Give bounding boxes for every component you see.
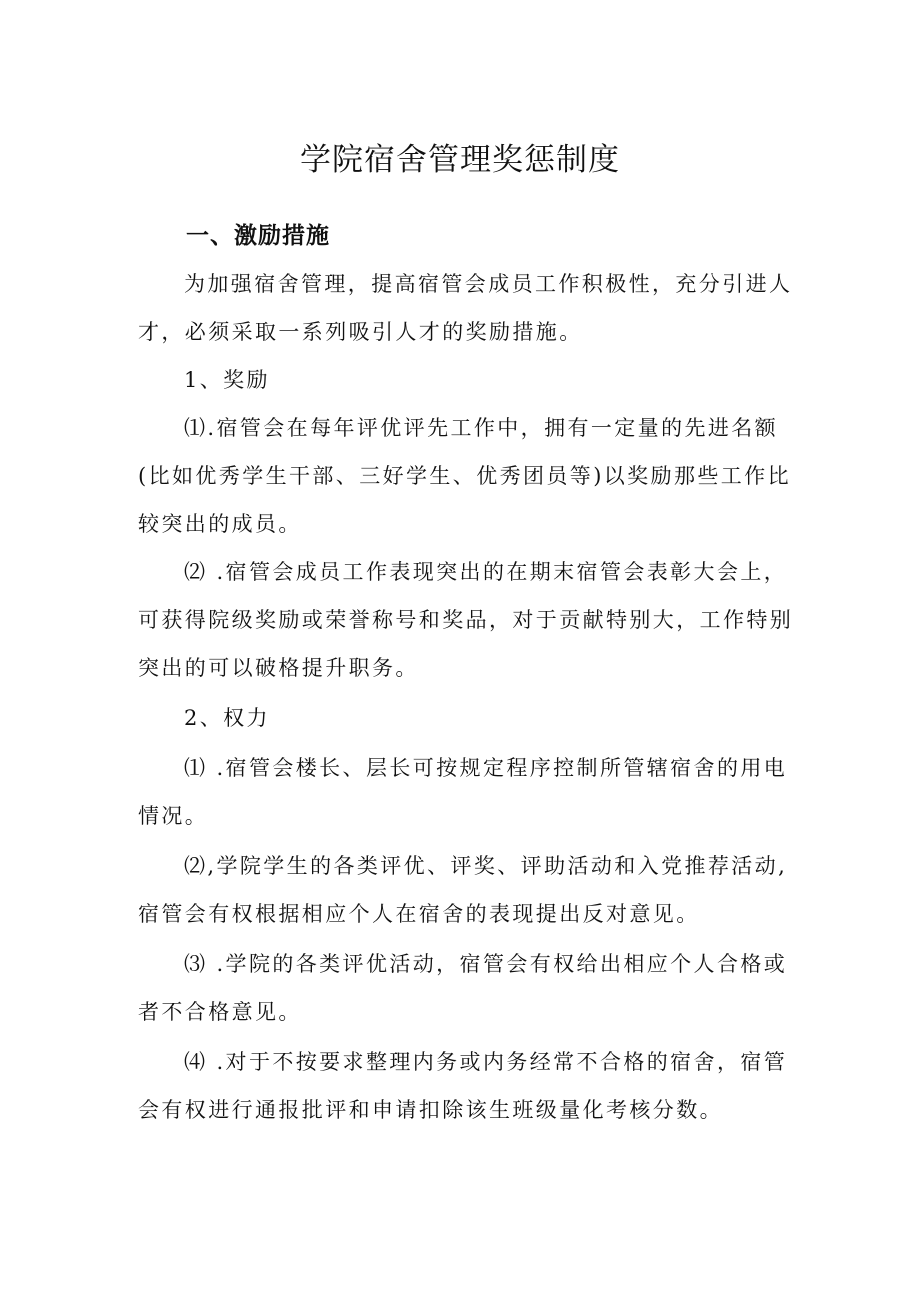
document-title: 学院宿舍管理奖惩制度 <box>300 142 620 178</box>
power-heading: 2、权力 <box>184 706 270 730</box>
power-item-2: ⑵,学院学生的各类评优、评奖、评助活动和入党推荐活动,宿管会有权根据相应个人在宿舍的表现提出反对意见。 <box>138 854 788 926</box>
power-item-3: ⑶ .学院的各类评优活动，宿管会有权给出相应个人合格或者不合格意见。 <box>138 952 788 1024</box>
section-heading-incentives: 一、激励措施 <box>186 223 330 249</box>
power-item-1: ⑴ .宿管会楼长、层长可按规定程序控制所管辖宿舍的用电情况。 <box>138 756 788 828</box>
power-item-4: ⑷ .对于不按要求整理内务或内务经常不合格的宿舍，宿管会有权进行通报批评和申请扣除该生班级量化考核分数。 <box>138 1050 788 1122</box>
reward-heading: 1、奖励 <box>184 368 270 392</box>
reward-item-1: ⑴.宿管会在每年评优评先工作中，拥有一定量的先进名额(比如优秀学生干部、三好学生、优秀团员等)以奖励那些工作比较突出的成员。 <box>138 416 791 536</box>
reward-item-2: ⑵ .宿管会成员工作表现突出的在期末宿管会表彰大会上，可获得院级奖励或荣誉称号和奖品，对于贡献特别大，工作特别突出的可以破格提升职务。 <box>138 560 794 680</box>
intro-paragraph: 为加强宿舍管理，提高宿管会成员工作积极性，充分引进人才，必须采取一系列吸引人才的奖励措施。 <box>138 272 793 344</box>
